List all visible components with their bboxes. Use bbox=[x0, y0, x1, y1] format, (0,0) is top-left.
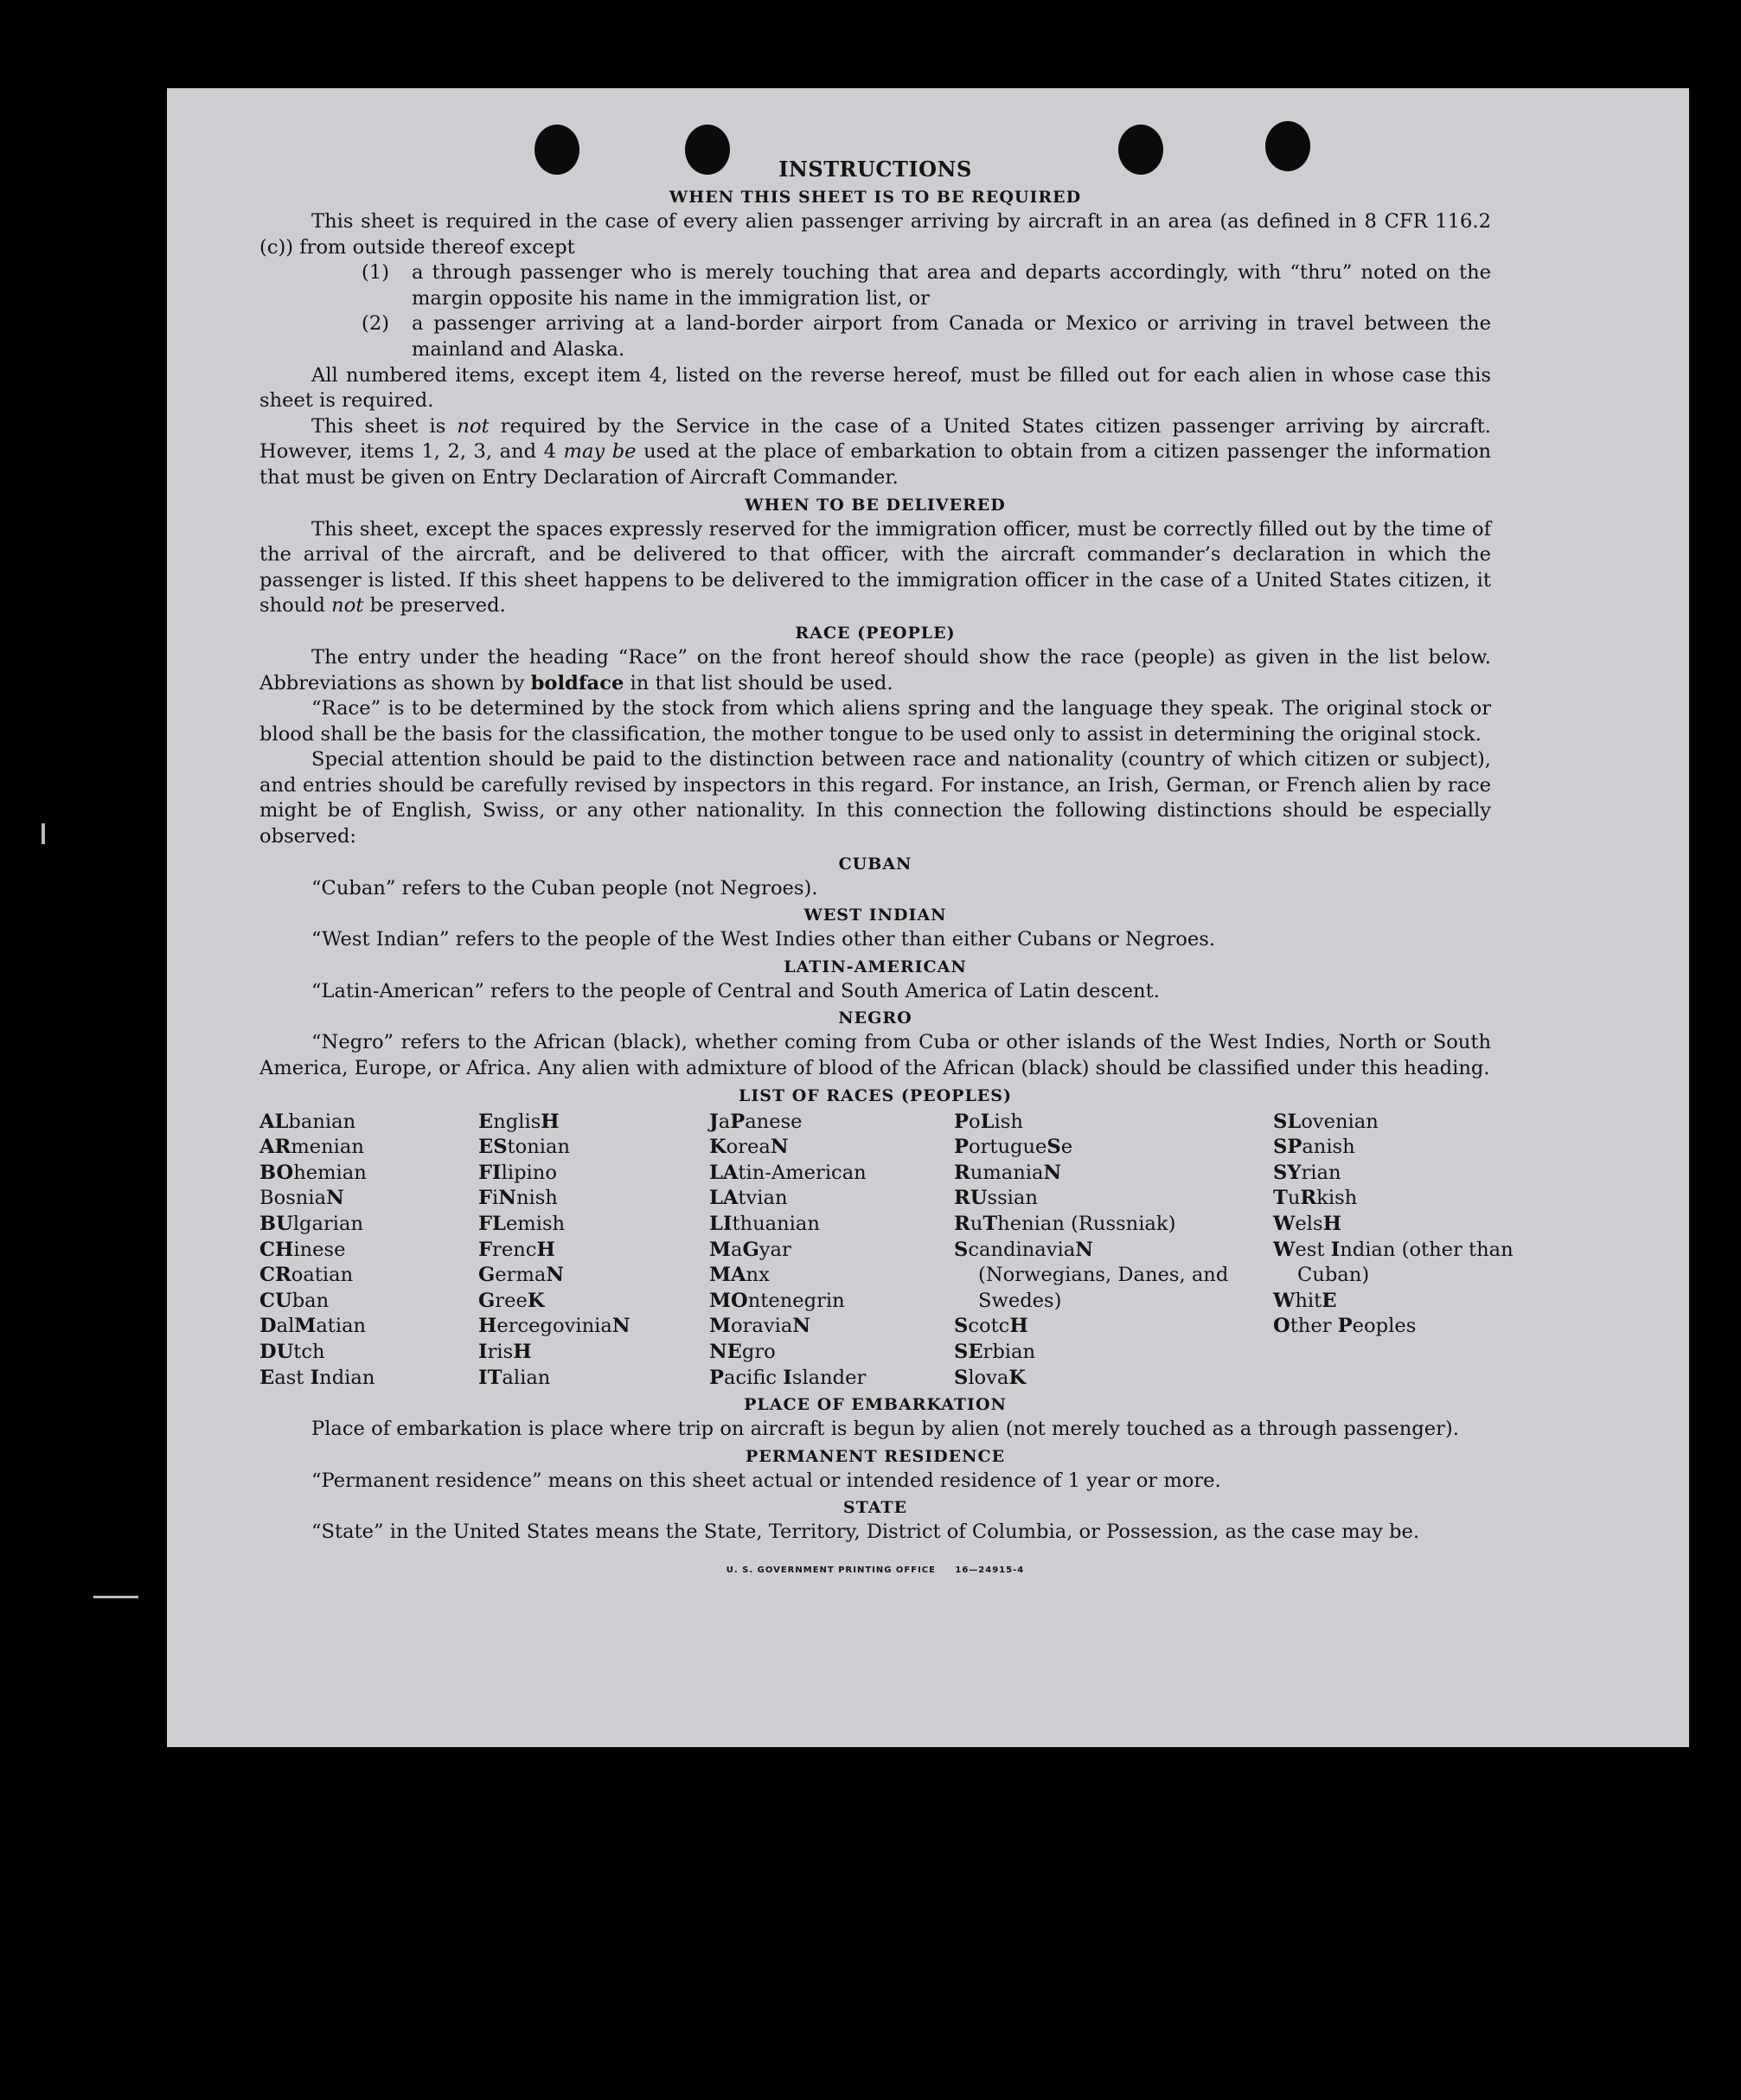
race-column bbox=[954, 1110, 1273, 1392]
paragraph: This sheet is required in the case of every alien passenger arriving by aircraft in an area (as defined in 8 CFR 116.2 (c)) from outside thereof except bbox=[259, 210, 1491, 259]
race-entry: WelsH bbox=[1273, 1213, 1341, 1235]
section-heading-negro: NEGRO bbox=[838, 1008, 912, 1028]
race-entry: ScandinaviaN (Norwegians, Danes, and Swedes) bbox=[954, 1238, 1229, 1312]
paragraph: “Cuban” refers to the Cuban people (not Negroes). bbox=[311, 876, 818, 900]
item-text: a passenger arriving at a land-border airport from Canada or Mexico or arriving in travel between the mainland and Alaska. bbox=[412, 312, 1491, 361]
text-run: This sheet is bbox=[311, 414, 458, 438]
bold-text: boldface bbox=[530, 671, 624, 695]
race-entry: BOhemian bbox=[259, 1161, 367, 1184]
text-run: be preserved. bbox=[363, 594, 506, 618]
emphasis: not bbox=[331, 594, 364, 618]
race-column bbox=[1273, 1110, 1514, 1392]
race-entry: HercegoviniaN bbox=[478, 1315, 630, 1338]
paragraph: All numbered items, except item 4, listed on the reverse hereof, must be filled out for each alien in whose case this sheet is required. bbox=[259, 363, 1491, 413]
section-heading-state: STATE bbox=[842, 1498, 908, 1518]
race-entry: CUban bbox=[259, 1289, 330, 1312]
race-entry: GermaN bbox=[478, 1264, 565, 1287]
section-heading-latin-american: LATIN-AMERICAN bbox=[784, 957, 967, 976]
race-entry: West Indian (other than Cuban) bbox=[1273, 1238, 1514, 1287]
race-entry: SPanish bbox=[1273, 1136, 1355, 1159]
race-entry: MaGyar bbox=[709, 1238, 791, 1261]
race-entry: TuRkish bbox=[1273, 1187, 1358, 1210]
race-entry: NEgro bbox=[709, 1340, 776, 1363]
scan-mark bbox=[93, 1596, 138, 1598]
scan-mark bbox=[42, 823, 45, 844]
race-entry: FLemish bbox=[478, 1213, 566, 1235]
race-entry: CRoatian bbox=[259, 1264, 354, 1287]
race-entry: PortugueSe bbox=[954, 1136, 1073, 1159]
paragraph: Place of embarkation is place where trip on aircraft is begun by alien (not merely touched as a through passenger). bbox=[311, 1418, 1459, 1441]
race-entry: IrisH bbox=[478, 1340, 532, 1363]
race-entry: GreeK bbox=[478, 1289, 545, 1312]
list-item bbox=[259, 260, 1491, 311]
race-entry: SLovenian bbox=[1273, 1110, 1379, 1133]
race-entry: DUtch bbox=[259, 1340, 325, 1363]
paragraph: “Permanent residence” means on this sheet actual or intended residence of 1 year or more. bbox=[311, 1469, 1221, 1492]
race-entry: PoLish bbox=[954, 1110, 1023, 1133]
text-run: used at the place of embarkation to obtain from a citizen passenger the information that must be given on Entry Declaration of Aircraft Commander. bbox=[259, 440, 1491, 489]
paragraph: Special attention should be paid to the distinction between race and nationality (country of which citizen or subject), and entries should be carefully revised by inspectors in this regard. For instance, an Irish, German, or French alien by race might be of English, Swiss, or any other nationality. In this connection the following distinctions should be especially observed: bbox=[259, 748, 1491, 848]
printer-imprint: U. S. GOVERNMENT PRINTING OFFICE 16—24915-4 bbox=[726, 1565, 1025, 1575]
race-entry: MOntenegrin bbox=[709, 1289, 845, 1312]
race-entry: JaPanese bbox=[709, 1110, 803, 1133]
race-entry: WhitE bbox=[1273, 1289, 1337, 1312]
race-entry: RuThenian (Russniak) bbox=[954, 1213, 1176, 1235]
race-entry: LAtvian bbox=[709, 1187, 788, 1210]
race-column bbox=[259, 1110, 478, 1392]
race-entry: ALbanian bbox=[259, 1110, 356, 1133]
race-entry: RumaniaN bbox=[954, 1161, 1062, 1184]
section-heading-race: RACE (PEOPLE) bbox=[795, 623, 956, 643]
race-entry: FiNnish bbox=[478, 1187, 558, 1210]
section-heading-cuban: CUBAN bbox=[838, 854, 912, 874]
section-heading-when-delivered: WHEN TO BE DELIVERED bbox=[745, 495, 1006, 515]
race-entry: Other Peoples bbox=[1273, 1315, 1417, 1338]
item-number: (2) bbox=[362, 312, 390, 336]
emphasis: not bbox=[457, 414, 490, 438]
paragraph: “Latin-American” refers to the people of Central and South America of Latin descent. bbox=[311, 979, 1160, 1002]
race-entry: CHinese bbox=[259, 1238, 346, 1261]
text-run: The entry under the heading “Race” on the front hereof should show the race (people) as given in the list below. Abbreviations as shown by bbox=[259, 645, 1491, 695]
instructions-text bbox=[259, 154, 1514, 1695]
text-run: This sheet, except the spaces expressly reserved for the immigration officer, must be correctly filled out by the time of the arrival of the aircraft, and be delivered to that officer, with the aircraft commander’s declaration in which the passenger is listed. If this sheet happens to be delivered to the immigration officer in the case of a United States citizen, it should bbox=[259, 517, 1491, 618]
race-entry: ARmenian bbox=[259, 1136, 364, 1159]
race-entry: East Indian bbox=[259, 1366, 375, 1389]
race-entry: FIlipino bbox=[478, 1161, 557, 1184]
race-entry: SlovaK bbox=[954, 1366, 1027, 1389]
paragraph: “State” in the United States means the State, Territory, District of Columbia, or Possession, as the case may be. bbox=[311, 1521, 1420, 1544]
race-list bbox=[259, 1110, 1514, 1392]
race-entry: SErbian bbox=[954, 1340, 1036, 1363]
race-entry: BUlgarian bbox=[259, 1213, 364, 1235]
race-entry: DalMatian bbox=[259, 1315, 367, 1338]
paragraph: “Negro” refers to the African (black), whether coming from Cuba or other islands of the West Indies, North or South America, Europe, or Africa. Any alien with admixture of blood of the African (black) should be classified under this heading. bbox=[259, 1031, 1491, 1080]
race-column bbox=[478, 1110, 709, 1392]
page-title: INSTRUCTIONS bbox=[778, 157, 972, 182]
race-entry: ScotcH bbox=[954, 1315, 1028, 1338]
section-heading-residence: PERMANENT RESIDENCE bbox=[745, 1446, 1006, 1466]
paragraph: “Race” is to be determined by the stock from which aliens spring and the language they speak. The original stock or blood shall be the basis for the classification, the mother tongue to be used only to assist in determining the original stock. bbox=[259, 697, 1491, 746]
race-entry: MAnx bbox=[709, 1264, 770, 1287]
race-entry: LIthuanian bbox=[709, 1213, 820, 1235]
race-entry: Pacific Islander bbox=[709, 1366, 867, 1389]
race-entry: BosniaN bbox=[259, 1187, 344, 1210]
section-heading-west-indian: WEST INDIAN bbox=[803, 906, 947, 925]
emphasis: may be bbox=[563, 440, 637, 464]
race-entry: ITalian bbox=[478, 1366, 551, 1389]
race-column bbox=[709, 1110, 954, 1392]
race-entry: FrencH bbox=[478, 1238, 555, 1261]
item-text: a through passenger who is merely touching that area and departs accordingly, with “thru” noted on the margin opposite his name in the immigration list, or bbox=[412, 261, 1491, 310]
race-entry: MoraviaN bbox=[709, 1315, 811, 1338]
list-item bbox=[259, 311, 1491, 362]
item-number: (1) bbox=[362, 261, 390, 285]
section-heading-list-of-races: LIST OF RACES (PEOPLES) bbox=[739, 1085, 1012, 1105]
paragraph bbox=[259, 414, 1491, 491]
race-entry: KoreaN bbox=[709, 1136, 789, 1159]
text-run: required by the Service in the case of a United States citizen passenger arriving by aircraft. However, items 1, 2, 3, and 4 bbox=[259, 414, 1491, 464]
paragraph: “West Indian” refers to the people of the West Indies other than either Cubans or Negroes. bbox=[311, 928, 1216, 951]
race-entry: SYrian bbox=[1273, 1161, 1341, 1184]
race-entry: RUssian bbox=[954, 1187, 1038, 1210]
paragraph bbox=[259, 517, 1491, 619]
race-entry: EStonian bbox=[478, 1136, 571, 1159]
race-entry: LAtin-American bbox=[709, 1161, 867, 1184]
section-heading-when-required: WHEN THIS SHEET IS TO BE REQUIRED bbox=[669, 188, 1082, 207]
race-entry: EnglisH bbox=[478, 1110, 560, 1133]
text-run: in that list should be used. bbox=[624, 671, 893, 695]
paragraph bbox=[259, 645, 1491, 696]
section-heading-embarkation: PLACE OF EMBARKATION bbox=[744, 1395, 1007, 1415]
